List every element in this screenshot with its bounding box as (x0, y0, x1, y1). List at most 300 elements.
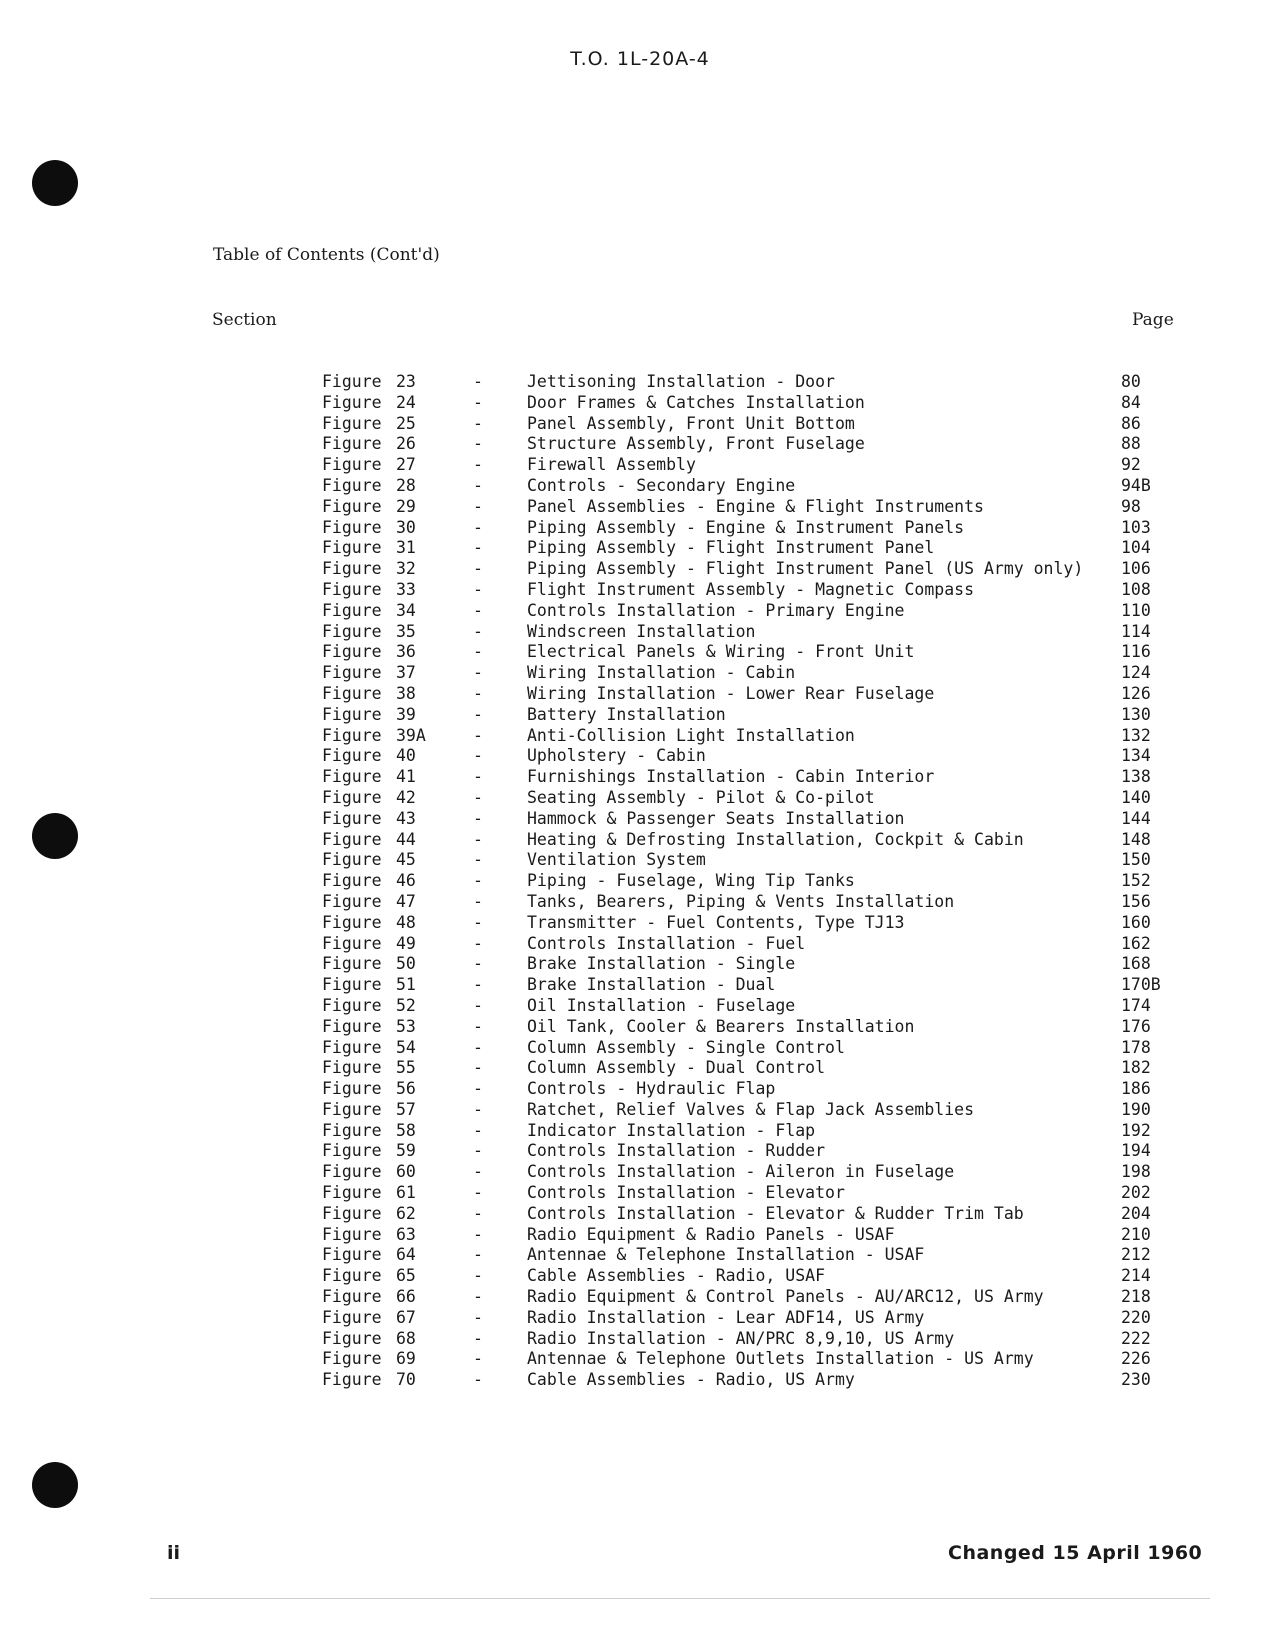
figure-number: 28 (396, 475, 416, 495)
toc-entry (0, 788, 1280, 809)
figure-title: Radio Installation - AN/PRC 8,9,10, US Army (527, 1328, 955, 1348)
figure-number: 26 (396, 434, 416, 454)
figure-title: Column Assembly - Single Control (527, 1037, 845, 1057)
entry-separator: - (473, 1266, 483, 1286)
toc-entry (0, 538, 1280, 559)
toc-entry (0, 1287, 1280, 1308)
figure-title: Oil Installation - Fuselage (527, 995, 796, 1015)
toc-entry (0, 497, 1280, 518)
toc-entry (0, 1162, 1280, 1183)
toc-entry (0, 1266, 1280, 1287)
toc-entry (0, 1058, 1280, 1079)
toc-entry (0, 892, 1280, 913)
figure-number: 63 (396, 1224, 416, 1244)
figure-label: Figure (322, 1245, 382, 1265)
figure-title: Radio Installation - Lear ADF14, US Army (527, 1307, 925, 1327)
toc-entry (0, 1245, 1280, 1266)
entry-separator: - (473, 1328, 483, 1348)
figure-label: Figure (322, 1370, 382, 1390)
figure-number: 61 (396, 1183, 416, 1203)
figure-label: Figure (322, 517, 382, 537)
page-reference: 170B (1121, 975, 1161, 995)
page-reference: 160 (1121, 912, 1151, 932)
toc-entry (0, 1349, 1280, 1370)
figure-number: 60 (396, 1162, 416, 1182)
figure-number: 42 (396, 787, 416, 807)
page-reference: 86 (1121, 413, 1141, 433)
figure-label: Figure (322, 954, 382, 974)
entry-separator: - (473, 455, 483, 475)
toc-entry (0, 372, 1280, 393)
figure-number: 70 (396, 1370, 416, 1390)
figure-number: 27 (396, 455, 416, 475)
figure-title: Brake Installation - Single (527, 954, 796, 974)
figure-number: 36 (396, 642, 416, 662)
entry-separator: - (473, 517, 483, 537)
figure-number: 24 (396, 392, 416, 412)
toc-entry (0, 1141, 1280, 1162)
toc-entry (0, 871, 1280, 892)
figure-title: Heating & Defrosting Installation, Cockpit & Cabin (527, 829, 1024, 849)
figure-number: 38 (396, 683, 416, 703)
figure-title: Controls - Secondary Engine (527, 475, 796, 495)
toc-entry-list (0, 372, 1280, 1391)
binder-hole (32, 160, 78, 206)
page-number: ii (167, 1542, 181, 1564)
page-reference: 130 (1121, 704, 1151, 724)
page-column-header: Page (1132, 310, 1174, 330)
toc-entry (0, 1017, 1280, 1038)
figure-number: 37 (396, 663, 416, 683)
figure-label: Figure (322, 767, 382, 787)
figure-title: Radio Equipment & Control Panels - AU/ARC12, US Army (527, 1287, 1044, 1307)
figure-title: Controls Installation - Elevator (527, 1183, 845, 1203)
entry-separator: - (473, 434, 483, 454)
figure-title: Electrical Panels & Wiring - Front Unit (527, 642, 915, 662)
toc-entry (0, 476, 1280, 497)
page-reference: 106 (1121, 559, 1151, 579)
page-reference: 204 (1121, 1203, 1151, 1223)
figure-label: Figure (322, 704, 382, 724)
entry-separator: - (473, 1058, 483, 1078)
toc-entry (0, 642, 1280, 663)
figure-label: Figure (322, 1099, 382, 1119)
figure-label: Figure (322, 496, 382, 516)
figure-label: Figure (322, 1266, 382, 1286)
toc-entry (0, 830, 1280, 851)
figure-label: Figure (322, 1079, 382, 1099)
entry-separator: - (473, 1287, 483, 1307)
figure-title: Brake Installation - Dual (527, 975, 776, 995)
figure-label: Figure (322, 871, 382, 891)
figure-title: Oil Tank, Cooler & Bearers Installation (527, 1016, 915, 1036)
figure-title: Panel Assembly, Front Unit Bottom (527, 413, 855, 433)
entry-separator: - (473, 871, 483, 891)
figure-number: 43 (396, 808, 416, 828)
page-reference: 218 (1121, 1287, 1151, 1307)
figure-label: Figure (322, 1120, 382, 1140)
figure-number: 44 (396, 829, 416, 849)
entry-separator: - (473, 475, 483, 495)
figure-title: Controls Installation - Rudder (527, 1141, 826, 1161)
page-reference: 104 (1121, 538, 1151, 558)
figure-title: Transmitter - Fuel Contents, Type TJ13 (527, 912, 905, 932)
figure-title: Controls - Hydraulic Flap (527, 1079, 776, 1099)
page-reference: 114 (1121, 621, 1151, 641)
figure-number: 69 (396, 1349, 416, 1369)
toc-entry (0, 414, 1280, 435)
figure-label: Figure (322, 1203, 382, 1223)
figure-title: Windscreen Installation (527, 621, 756, 641)
page-reference: 230 (1121, 1370, 1151, 1390)
toc-entry (0, 393, 1280, 414)
figure-title: Wiring Installation - Cabin (527, 663, 796, 683)
figure-label: Figure (322, 372, 382, 391)
figure-label: Figure (322, 787, 382, 807)
page-reference: 178 (1121, 1037, 1151, 1057)
figure-title: Indicator Installation - Flap (527, 1120, 816, 1140)
page-reference: 168 (1121, 954, 1151, 974)
page-reference: 162 (1121, 933, 1151, 953)
figure-title: Antennae & Telephone Outlets Installation - US Army (527, 1349, 1034, 1369)
entry-separator: - (473, 933, 483, 953)
figure-number: 68 (396, 1328, 416, 1348)
entry-separator: - (473, 392, 483, 412)
figure-title: Upholstery - Cabin (527, 746, 706, 766)
figure-label: Figure (322, 808, 382, 828)
figure-number: 52 (396, 995, 416, 1015)
toc-entry (0, 767, 1280, 788)
entry-separator: - (473, 954, 483, 974)
page-reference: 98 (1121, 496, 1141, 516)
figure-number: 57 (396, 1099, 416, 1119)
entry-separator: - (473, 1245, 483, 1265)
entry-separator: - (473, 746, 483, 766)
toc-entry (0, 601, 1280, 622)
figure-label: Figure (322, 995, 382, 1015)
page-bottom-edge (150, 1598, 1210, 1599)
toc-entry (0, 1308, 1280, 1329)
figure-label: Figure (322, 1141, 382, 1161)
entry-separator: - (473, 704, 483, 724)
figure-title: Seating Assembly - Pilot & Co-pilot (527, 787, 875, 807)
entry-separator: - (473, 1162, 483, 1182)
entry-separator: - (473, 1203, 483, 1223)
figure-number: 67 (396, 1307, 416, 1327)
figure-number: 32 (396, 559, 416, 579)
toc-entry (0, 934, 1280, 955)
entry-separator: - (473, 1183, 483, 1203)
entry-separator: - (473, 1224, 483, 1244)
page-reference: 222 (1121, 1328, 1151, 1348)
figure-title: Tanks, Bearers, Piping & Vents Installation (527, 891, 955, 911)
entry-separator: - (473, 559, 483, 579)
figure-label: Figure (322, 455, 382, 475)
entry-separator: - (473, 1099, 483, 1119)
figure-title: Battery Installation (527, 704, 726, 724)
entry-separator: - (473, 1016, 483, 1036)
page-reference: 192 (1121, 1120, 1151, 1140)
entry-separator: - (473, 829, 483, 849)
toc-entry (0, 622, 1280, 643)
figure-number: 54 (396, 1037, 416, 1057)
figure-label: Figure (322, 434, 382, 454)
figure-number: 30 (396, 517, 416, 537)
figure-number: 33 (396, 579, 416, 599)
figure-label: Figure (322, 912, 382, 932)
page-reference: 214 (1121, 1266, 1151, 1286)
entry-separator: - (473, 579, 483, 599)
figure-label: Figure (322, 538, 382, 558)
entry-separator: - (473, 642, 483, 662)
figure-label: Figure (322, 1183, 382, 1203)
page-reference: 88 (1121, 434, 1141, 454)
figure-title: Cable Assemblies - Radio, US Army (527, 1370, 855, 1390)
figure-number: 45 (396, 850, 416, 870)
page-reference: 190 (1121, 1099, 1151, 1119)
page-reference: 126 (1121, 683, 1151, 703)
page-reference: 148 (1121, 829, 1151, 849)
figure-number: 47 (396, 891, 416, 911)
figure-label: Figure (322, 413, 382, 433)
entry-separator: - (473, 975, 483, 995)
page-reference: 182 (1121, 1058, 1151, 1078)
figure-number: 39A (396, 725, 426, 745)
figure-title: Panel Assemblies - Engine & Flight Instruments (527, 496, 984, 516)
page-reference: 103 (1121, 517, 1151, 537)
page-reference: 108 (1121, 579, 1151, 599)
page-reference: 202 (1121, 1183, 1151, 1203)
figure-number: 23 (396, 372, 416, 391)
figure-number: 51 (396, 975, 416, 995)
figure-title: Controls Installation - Aileron in Fuselage (527, 1162, 955, 1182)
toc-entry (0, 1225, 1280, 1246)
entry-separator: - (473, 1037, 483, 1057)
figure-title: Controls Installation - Elevator & Rudder Trim Tab (527, 1203, 1024, 1223)
page-reference: 134 (1121, 746, 1151, 766)
figure-title: Piping Assembly - Flight Instrument Panel (527, 538, 935, 558)
figure-label: Figure (322, 829, 382, 849)
change-note: Changed 15 April 1960 (948, 1542, 1203, 1564)
entry-separator: - (473, 663, 483, 683)
toc-entry (0, 1204, 1280, 1225)
page-reference: 186 (1121, 1079, 1151, 1099)
toc-entry (0, 1329, 1280, 1350)
figure-title: Furnishings Installation - Cabin Interior (527, 767, 935, 787)
entry-separator: - (473, 1079, 483, 1099)
figure-label: Figure (322, 933, 382, 953)
entry-separator: - (473, 1307, 483, 1327)
entry-separator: - (473, 767, 483, 787)
section-column-header: Section (212, 310, 277, 330)
entry-separator: - (473, 725, 483, 745)
page-reference: 210 (1121, 1224, 1151, 1244)
toc-entry (0, 975, 1280, 996)
entry-separator: - (473, 1370, 483, 1390)
figure-label: Figure (322, 475, 382, 495)
figure-title: Cable Assemblies - Radio, USAF (527, 1266, 826, 1286)
figure-number: 35 (396, 621, 416, 641)
entry-separator: - (473, 413, 483, 433)
figure-title: Firewall Assembly (527, 455, 696, 475)
figure-number: 59 (396, 1141, 416, 1161)
figure-number: 66 (396, 1287, 416, 1307)
figure-title: Hammock & Passenger Seats Installation (527, 808, 905, 828)
entry-separator: - (473, 891, 483, 911)
figure-label: Figure (322, 1328, 382, 1348)
entry-separator: - (473, 912, 483, 932)
figure-number: 49 (396, 933, 416, 953)
figure-number: 46 (396, 871, 416, 891)
figure-title: Wiring Installation - Lower Rear Fuselage (527, 683, 935, 703)
toc-entry (0, 1370, 1280, 1391)
toc-entry (0, 726, 1280, 747)
toc-entry (0, 663, 1280, 684)
figure-label: Figure (322, 891, 382, 911)
figure-number: 50 (396, 954, 416, 974)
toc-entry (0, 1100, 1280, 1121)
page-reference: 150 (1121, 850, 1151, 870)
figure-label: Figure (322, 1224, 382, 1244)
figure-title: Ventilation System (527, 850, 706, 870)
page-reference: 80 (1121, 372, 1141, 391)
figure-label: Figure (322, 1287, 382, 1307)
figure-label: Figure (322, 1016, 382, 1036)
figure-label: Figure (322, 663, 382, 683)
figure-number: 53 (396, 1016, 416, 1036)
figure-number: 31 (396, 538, 416, 558)
figure-number: 34 (396, 600, 416, 620)
figure-number: 40 (396, 746, 416, 766)
entry-separator: - (473, 496, 483, 516)
figure-label: Figure (322, 746, 382, 766)
figure-label: Figure (322, 850, 382, 870)
toc-heading: Table of Contents (Cont'd) (213, 245, 440, 265)
figure-title: Door Frames & Catches Installation (527, 392, 865, 412)
binder-hole (32, 1462, 78, 1508)
page-reference: 156 (1121, 891, 1151, 911)
figure-label: Figure (322, 1058, 382, 1078)
toc-entry (0, 746, 1280, 767)
toc-entry (0, 996, 1280, 1017)
figure-label: Figure (322, 1162, 382, 1182)
entry-separator: - (473, 808, 483, 828)
figure-label: Figure (322, 642, 382, 662)
entry-separator: - (473, 850, 483, 870)
page-reference: 174 (1121, 995, 1151, 1015)
page-reference: 124 (1121, 663, 1151, 683)
toc-entry (0, 434, 1280, 455)
page-reference: 176 (1121, 1016, 1151, 1036)
figure-number: 62 (396, 1203, 416, 1223)
toc-entry (0, 1038, 1280, 1059)
page-reference: 144 (1121, 808, 1151, 828)
figure-title: Antennae & Telephone Installation - USAF (527, 1245, 925, 1265)
page-reference: 132 (1121, 725, 1151, 745)
figure-number: 65 (396, 1266, 416, 1286)
figure-title: Anti-Collision Light Installation (527, 725, 855, 745)
figure-label: Figure (322, 621, 382, 641)
page-reference: 220 (1121, 1307, 1151, 1327)
figure-label: Figure (322, 392, 382, 412)
page-reference: 138 (1121, 767, 1151, 787)
page-reference: 194 (1121, 1141, 1151, 1161)
entry-separator: - (473, 600, 483, 620)
figure-title: Flight Instrument Assembly - Magnetic Compass (527, 579, 975, 599)
figure-number: 58 (396, 1120, 416, 1140)
page-reference: 84 (1121, 392, 1141, 412)
figure-title: Structure Assembly, Front Fuselage (527, 434, 865, 454)
figure-label: Figure (322, 579, 382, 599)
toc-entry (0, 705, 1280, 726)
toc-entry (0, 1183, 1280, 1204)
figure-number: 56 (396, 1079, 416, 1099)
figure-title: Ratchet, Relief Valves & Flap Jack Assemblies (527, 1099, 975, 1119)
page-reference: 198 (1121, 1162, 1151, 1182)
figure-label: Figure (322, 683, 382, 703)
entry-separator: - (473, 995, 483, 1015)
figure-label: Figure (322, 1307, 382, 1327)
page-reference: 92 (1121, 455, 1141, 475)
figure-number: 29 (396, 496, 416, 516)
figure-label: Figure (322, 725, 382, 745)
entry-separator: - (473, 1120, 483, 1140)
page-reference: 226 (1121, 1349, 1151, 1369)
figure-number: 64 (396, 1245, 416, 1265)
page-reference: 140 (1121, 787, 1151, 807)
figure-number: 25 (396, 413, 416, 433)
figure-title: Piping Assembly - Flight Instrument Panel (US Army only) (527, 559, 1084, 579)
toc-entry (0, 1121, 1280, 1142)
figure-title: Radio Equipment & Radio Panels - USAF (527, 1224, 895, 1244)
toc-entry (0, 559, 1280, 580)
figure-label: Figure (322, 600, 382, 620)
entry-separator: - (473, 683, 483, 703)
figure-title: Column Assembly - Dual Control (527, 1058, 826, 1078)
toc-entry (0, 684, 1280, 705)
document-number: T.O. 1L-20A-4 (570, 48, 710, 70)
figure-title: Piping Assembly - Engine & Instrument Panels (527, 517, 965, 537)
toc-entry (0, 913, 1280, 934)
page-reference: 110 (1121, 600, 1151, 620)
figure-title: Controls Installation - Primary Engine (527, 600, 905, 620)
figure-label: Figure (322, 1349, 382, 1369)
toc-entry (0, 580, 1280, 601)
page-reference: 116 (1121, 642, 1151, 662)
page-reference: 212 (1121, 1245, 1151, 1265)
figure-title: Jettisoning Installation - Door (527, 372, 835, 391)
figure-number: 55 (396, 1058, 416, 1078)
toc-entry (0, 455, 1280, 476)
figure-title: Controls Installation - Fuel (527, 933, 806, 953)
entry-separator: - (473, 538, 483, 558)
figure-title: Piping - Fuselage, Wing Tip Tanks (527, 871, 855, 891)
page-reference: 152 (1121, 871, 1151, 891)
entry-separator: - (473, 372, 483, 391)
toc-entry (0, 809, 1280, 830)
figure-label: Figure (322, 975, 382, 995)
figure-label: Figure (322, 559, 382, 579)
toc-entry (0, 518, 1280, 539)
toc-entry (0, 850, 1280, 871)
entry-separator: - (473, 1349, 483, 1369)
entry-separator: - (473, 621, 483, 641)
entry-separator: - (473, 787, 483, 807)
figure-number: 39 (396, 704, 416, 724)
page-reference: 94B (1121, 475, 1151, 495)
toc-entry (0, 1079, 1280, 1100)
entry-separator: - (473, 1141, 483, 1161)
